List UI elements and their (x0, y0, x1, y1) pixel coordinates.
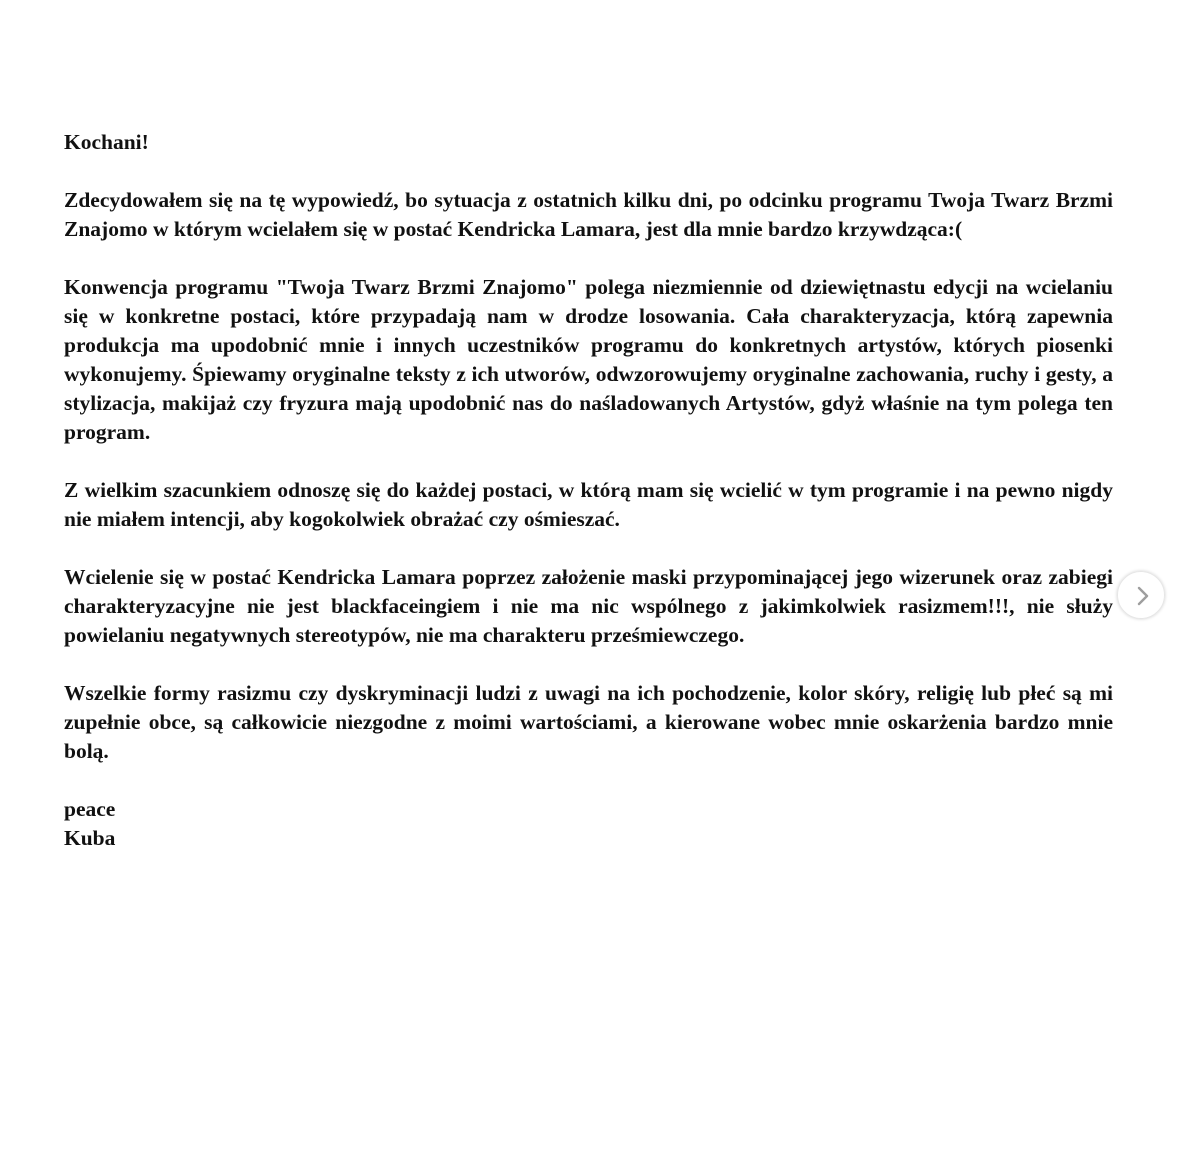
letter-greeting: Kochani! (64, 130, 149, 154)
letter-closing: peace (64, 797, 116, 821)
carousel-next-button[interactable] (1117, 571, 1165, 619)
chevron-right-icon (1130, 584, 1154, 608)
letter-paragraph: Konwencja programu "Twoja Twarz Brzmi Znajomo" polega niezmiennie od dziewiętnastu edycji na wcielaniu się w konkretne postaci, które przypadają nam w drodze losowania. Cała charakteryzacja, którą zapewnia produkcja ma upodobnić mnie i innych uczestników programu do konkretnych artystów, których piosenki wykonujemy. Śpiewamy oryginalne teksty z ich utworów, odwzorowujemy oryginalne zachowania, ruchy i gesty, a stylizacja, makijaż czy fryzura mają upodobnić nas do naśladowanych Artystów, gdyż właśnie na tym polega ten program. (64, 275, 1113, 444)
letter-signature: Kuba (64, 826, 116, 850)
letter-paragraph: Wszelkie formy rasizmu czy dyskryminacji ludzi z uwagi na ich pochodzenie, kolor skóry, religię lub płeć są mi zupełnie obce, są całkowicie niezgodne z moimi wartościami, a kierowane wobec mnie oskarżenia bardzo mnie bolą. (64, 681, 1113, 763)
letter-paragraph: Z wielkim szacunkiem odnoszę się do każdej postaci, w którą mam się wcielić w tym programie i na pewno nigdy nie miałem intencji, aby kogokolwiek obrażać czy ośmieszać. (64, 478, 1113, 531)
letter-paragraph: Zdecydowałem się na tę wypowiedź, bo sytuacja z ostatnich kilku dni, po odcinku programu Twoja Twarz Brzmi Znajomo w którym wcielałem się w postać Kendricka Lamara, jest dla mnie bardzo krzywdząca:( (64, 188, 1113, 241)
letter-signoff (64, 795, 1113, 853)
letter-text (64, 128, 1113, 853)
letter-paragraph: Wcielenie się w postać Kendricka Lamara poprzez założenie maski przypominającej jego wizerunek oraz zabiegi charakteryzacyjne nie jest blackfaceingiem i nie ma nic wspólnego z jakimkolwiek rasizmem!!!, nie służy powielaniu negatywnych stereotypów, nie ma charakteru prześmiewczego. (64, 565, 1113, 647)
